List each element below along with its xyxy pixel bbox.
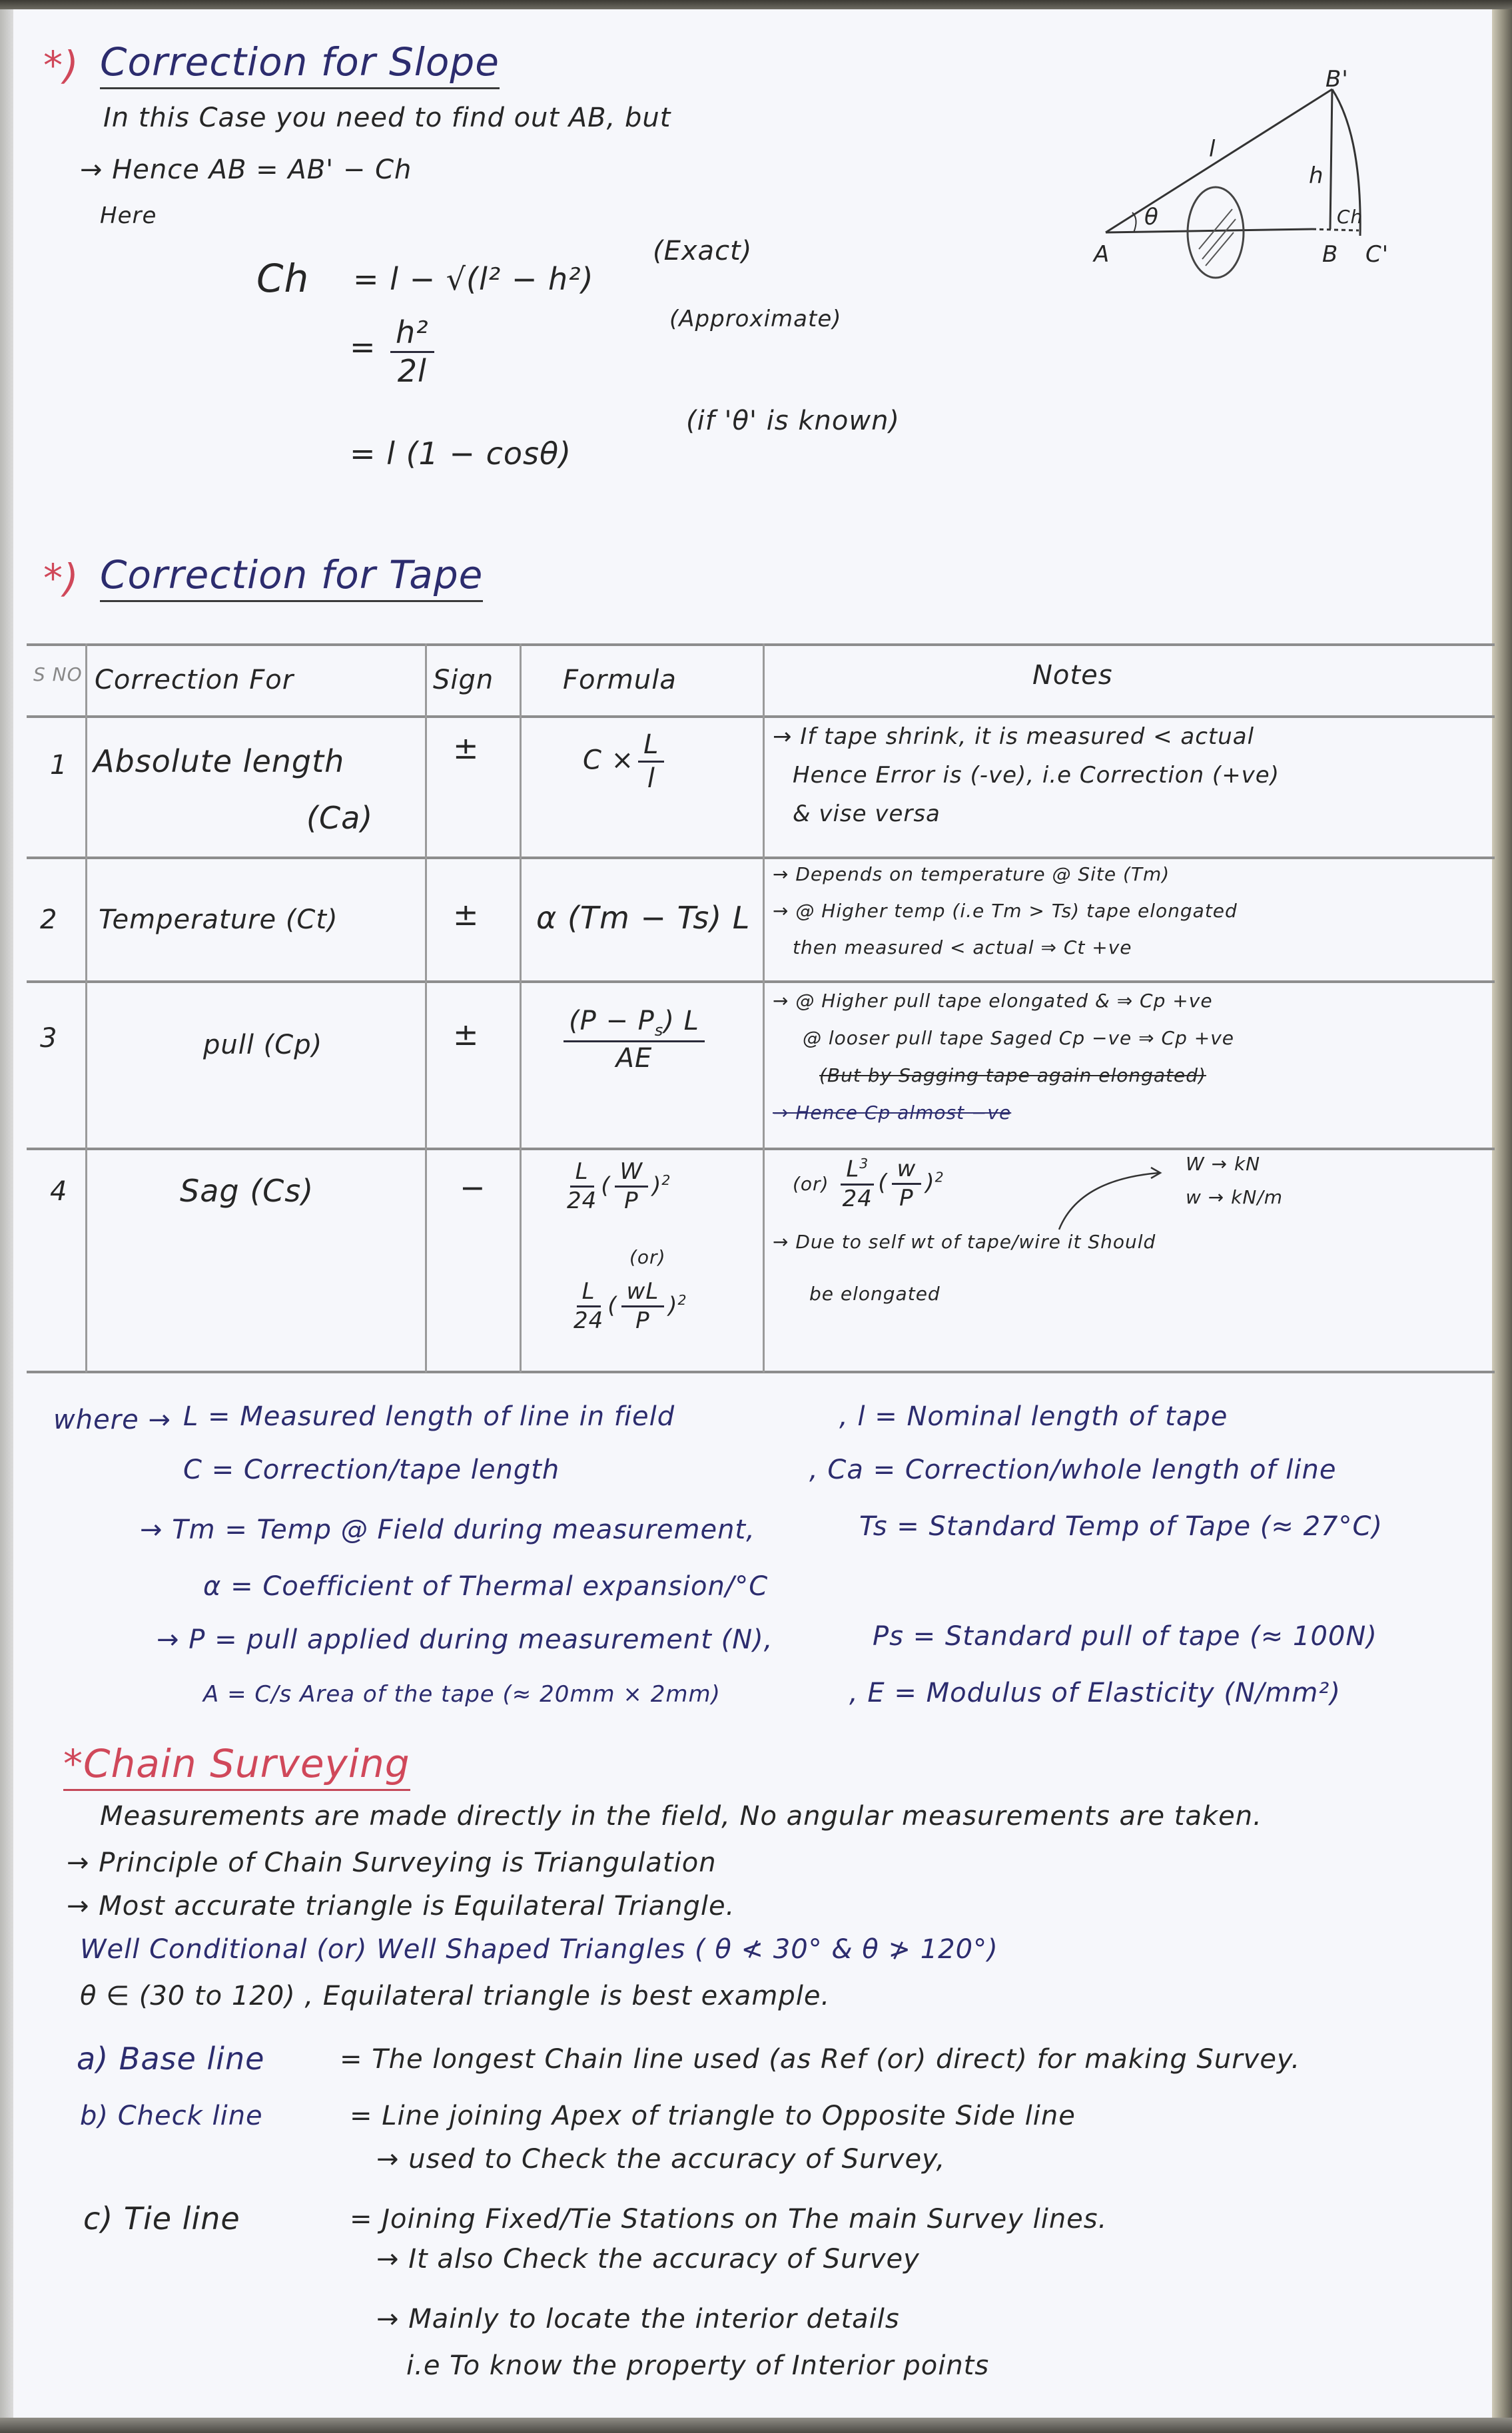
header-sno: S NO [33,663,83,685]
row-sign: ± [453,896,480,932]
row-note-struck: → Hence Cp almost −ve [773,1102,1012,1124]
row-note: → @ Higher pull tape elongated & ⇒ Cp +ve [773,990,1213,1012]
row-note: @ looser pull tape Saged Cp −ve ⇒ Cp +ve [803,1027,1235,1049]
chain-well-conditioned: Well Conditional (or) Well Shaped Triangles ( θ ≮ 30° & θ ≯ 120°) [80,1934,998,1965]
row-formula-or: (or) [629,1246,666,1268]
def-alpha: α = Coefficient of Thermal expansion/°C [203,1571,769,1602]
definitions-where: where → [53,1405,171,1435]
label-A: A [1094,241,1110,268]
table-rule [27,1371,1495,1373]
def-Ca: , Ca = Correction/whole length of line [809,1455,1337,1485]
check-line-def-2: → used to Check the accuracy of Survey, [376,2144,946,2175]
row-correction-for: Sag (Cs) [180,1173,314,1209]
eq1-note: (Exact) [653,236,753,266]
slope-line-3: Here [100,202,157,229]
row-note: be elongated [809,1283,941,1305]
eq2-note: (Approximate) [669,306,842,332]
row-note-unit: w → kN/m [1186,1186,1284,1208]
header-formula: Formula [563,665,677,695]
eq2-fraction: $\frac{\text{h²}}{2l}$ [386,316,438,388]
tie-line-def-3: → Mainly to locate the interior details [376,2304,900,2334]
row-symbol: (Ca) [306,800,374,836]
table-col-divider [425,643,427,1373]
row-formula-2: $\frac{L}{24}$ ( $\frac{wL}{P}$ )$^2$ [573,1278,687,1335]
def-P: → P = pull applied during measurement (N), [157,1624,773,1655]
row-note: → If tape shrink, it is measured < actual [773,723,1255,750]
row-note: then measured < actual ⇒ Ct +ve [793,936,1132,958]
def-C: C = Correction/tape length [183,1455,560,1485]
eq1-lhs: Ch [256,256,310,301]
tape-title: Correction for Tape [100,552,483,602]
def-Ps: Ps = Standard pull of tape (≈ 100N) [873,1621,1377,1652]
table-rule [27,643,1495,646]
def-E: , E = Modulus of Elasticity (N/mm²) [849,1678,1341,1708]
chain-range: θ ∈ (30 to 120) , Equilateral triangle is best example. [80,1981,831,2011]
page-edge-right [1492,9,1512,2418]
label-l: l [1209,136,1216,163]
row-correction-for: Temperature (Ct) [99,904,338,935]
row-note: → @ Higher temp (i.e Tm > Ts) tape elongated [773,900,1238,922]
row-note: → Depends on temperature @ Site (Tm) [773,863,1170,885]
tie-line-label: c) Tie line [83,2201,240,2237]
row-sno: 3 [40,1023,58,1054]
header-notes: Notes [1032,660,1113,691]
table-col-divider [520,643,522,1373]
notebook-spine [0,9,13,2418]
tape-corrections-table [27,643,1495,1373]
def-Tm: → Tm = Temp @ Field during measurement, [140,1515,755,1545]
row-note: Hence Error is (-ve), i.e Correction (+ve) [793,762,1280,789]
label-C-prime: C' [1365,241,1389,268]
table-rule [27,715,1495,718]
slope-title: Correction for Slope [100,39,500,89]
label-h: h [1309,163,1324,189]
row-note-formula: (or) $\frac{L^3}{24}$ ( $\frac{w}{P}$ )$^2$ [793,1155,945,1212]
chain-principle: → Principle of Chain Surveying is Triangulation [67,1848,717,1878]
scan-border-bottom [0,2418,1512,2433]
table-rule [27,1148,1495,1150]
notebook-page [13,9,1492,2418]
eq2-equals: = [350,329,376,365]
table-rule [27,980,1495,983]
header-sign: Sign [433,665,494,695]
def-Ts: Ts = Standard Temp of Tape (≈ 27°C) [859,1511,1383,1542]
row-formula: C × $\frac{L}{l}$ [583,730,668,793]
tie-line-def-4: i.e To know the property of Interior points [406,2350,990,2381]
tie-line-def-2: → It also Check the accuracy of Survey [376,2244,920,2274]
base-line-def: = The longest Chain line used (as Ref (or) direct) for making Survey. [340,2044,1301,2075]
check-line-label: b) Check line [80,2101,263,2131]
tie-line-def: = Joining Fixed/Tie Stations on The main Survey lines. [350,2204,1108,2235]
slope-triangle-diagram [1039,63,1452,282]
def-L: L = Measured length of line in field [183,1401,675,1432]
row-formula-1: $\frac{L}{24}$ ( $\frac{W}{P}$ )$^2$ [567,1158,671,1215]
chain-title: *Chain Surveying [63,1741,410,1791]
chain-intro: Measurements are made directly in the field, No angular measurements are taken. [100,1801,1262,1832]
def-l: , l = Nominal length of tape [839,1401,1228,1432]
row-sign: − [460,1170,486,1206]
chain-accurate: → Most accurate triangle is Equilateral Triangle. [67,1891,735,1921]
eq3-note: (if 'θ' is known) [686,406,901,436]
table-col-divider [85,643,87,1373]
row-sign: ± [453,730,480,766]
row-sno: 1 [50,750,68,781]
label-B-prime: B' [1325,66,1349,93]
row-sno: 2 [40,904,58,935]
eq3: = l (1 − cosθ) [350,436,572,472]
base-line-label: a) Base line [77,2041,265,2077]
eq1-rhs: = l − √(l² − h²) [353,261,594,297]
section-bullet: *) [43,43,79,88]
row-note-unit: W → kN [1186,1153,1261,1175]
row-note: → Due to self wt of tape/wire it Should [773,1231,1156,1253]
row-formula: $\frac{(P - P_s) L}{AE}$ [560,1006,709,1073]
tape-bullet: *) [43,555,79,601]
row-sign: ± [453,1016,480,1052]
table-col-divider [763,643,765,1373]
header-correction-for: Correction For [95,665,294,695]
row-sno: 4 [50,1176,68,1207]
label-theta: θ [1144,204,1159,230]
slope-line-2: → Hence AB = AB' − Ch [80,155,412,185]
row-note: & vise versa [793,801,941,827]
table-rule [27,857,1495,859]
check-line-def: = Line joining Apex of triangle to Opposite Side line [350,2101,1076,2131]
row-note-struck: (But by Sagging tape again elongated) [819,1064,1206,1086]
label-Ch: Ch [1337,206,1363,228]
row-correction-for: Absolute length [93,743,345,779]
def-A: A = C/s Area of the tape (≈ 20mm × 2mm) [203,1681,721,1708]
label-B: B [1322,241,1339,268]
row-formula: α (Tm − Ts) L [536,900,751,936]
arrow-icon [1052,1160,1186,1233]
scan-border-top [0,0,1512,9]
slope-line-1: In this Case you need to find out AB, but [103,103,671,133]
row-correction-for: pull (Cp) [203,1030,323,1060]
